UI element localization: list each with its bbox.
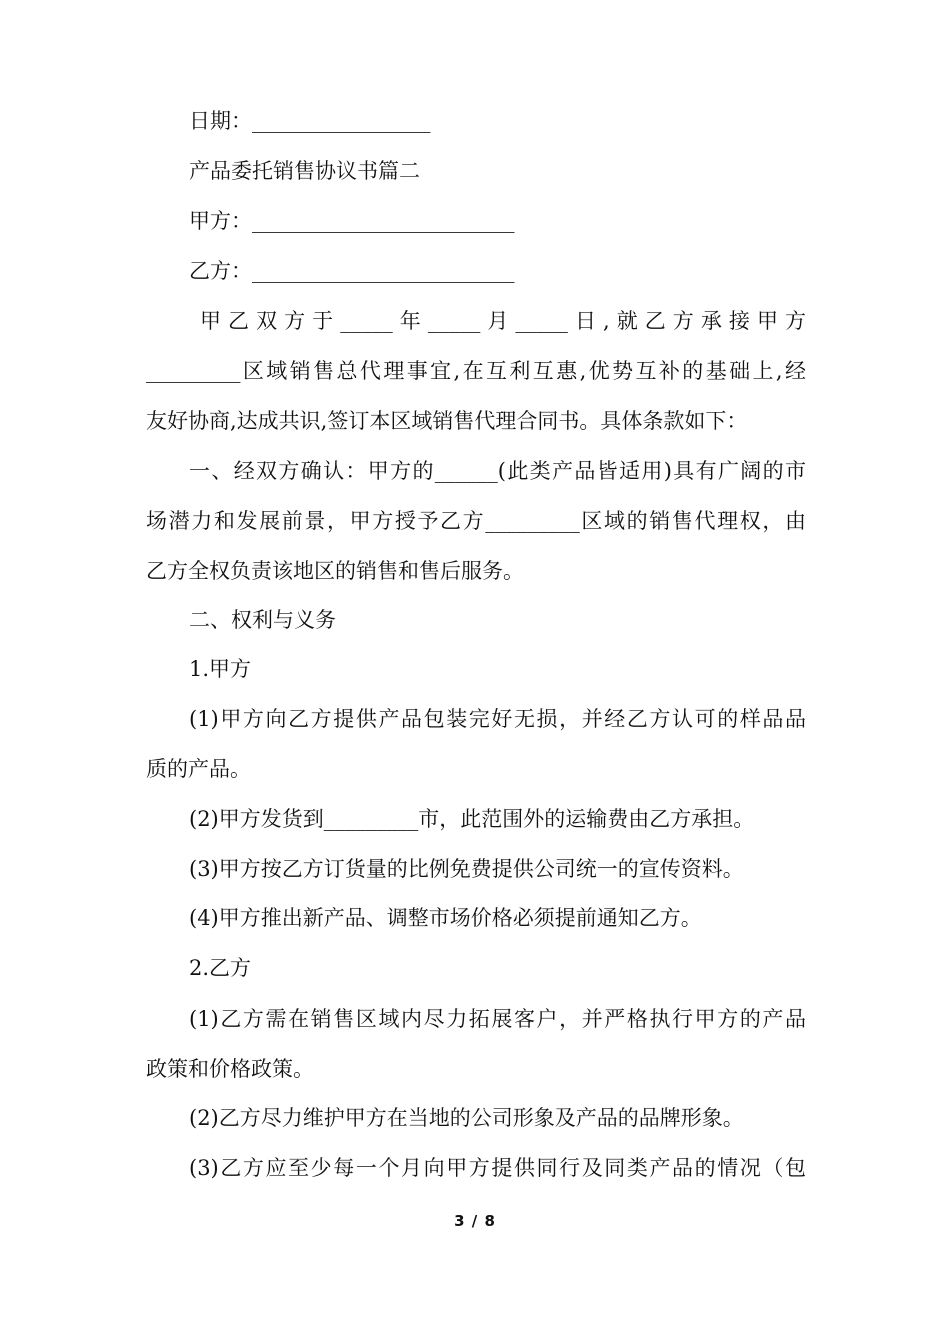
party-a-heading: 1.甲方 xyxy=(189,657,252,681)
clause1-line-1: 一、经双方确认：甲方的______(此类产品皆适用)具有广阔的市 xyxy=(189,459,806,483)
a1-line-2: 质的产品。 xyxy=(146,757,251,781)
intro-line-2: _________区域销售总代理事宜,在互利互惠,优势互补的基础上,经 xyxy=(146,359,806,383)
date-line: 日期：_________________ xyxy=(189,109,431,133)
a2-line: (2)甲方发货到_________市，此范围外的运输费由乙方承担。 xyxy=(189,807,755,831)
clause2-heading: 二、权利与义务 xyxy=(189,608,336,632)
party-b-line: 乙方：_________________________ xyxy=(189,259,515,283)
clause1-line-2: 场潜力和发展前景，甲方授予乙方_________区域的销售代理权，由 xyxy=(146,509,806,533)
a3-line: (3)甲方按乙方订货量的比例免费提供公司统一的宣传资料。 xyxy=(189,857,744,881)
b3-line-1: (3)乙方应至少每一个月向甲方提供同行及同类产品的情况（包 xyxy=(189,1156,806,1180)
a4-line: (4)甲方推出新产品、调整市场价格必须提前通知乙方。 xyxy=(189,906,702,930)
party-b-heading: 2.乙方 xyxy=(189,956,252,980)
b1-line-1: (1)乙方需在销售区域内尽力拓展客户，并严格执行甲方的产品 xyxy=(189,1007,806,1031)
b1-line-2: 政策和价格政策。 xyxy=(146,1057,314,1081)
page-indicator: 3 / 8 xyxy=(454,1212,496,1230)
a1-line-1: (1)甲方向乙方提供产品包装完好无损，并经乙方认可的样品品 xyxy=(189,707,806,731)
party-a-line: 甲方：_________________________ xyxy=(189,209,515,233)
intro-line-1: 甲乙双方于_____年_____月_____日,就乙方承接甲方 xyxy=(200,309,806,333)
intro-line-3: 友好协商,达成共识,签订本区域销售代理合同书。具体条款如下： xyxy=(146,409,748,433)
clause1-line-3: 乙方全权负责该地区的销售和售后服务。 xyxy=(146,559,524,583)
section-title: 产品委托销售协议书篇二 xyxy=(189,159,420,183)
b2-line: (2)乙方尽力维护甲方在当地的公司形象及产品的品牌形象。 xyxy=(189,1106,744,1130)
